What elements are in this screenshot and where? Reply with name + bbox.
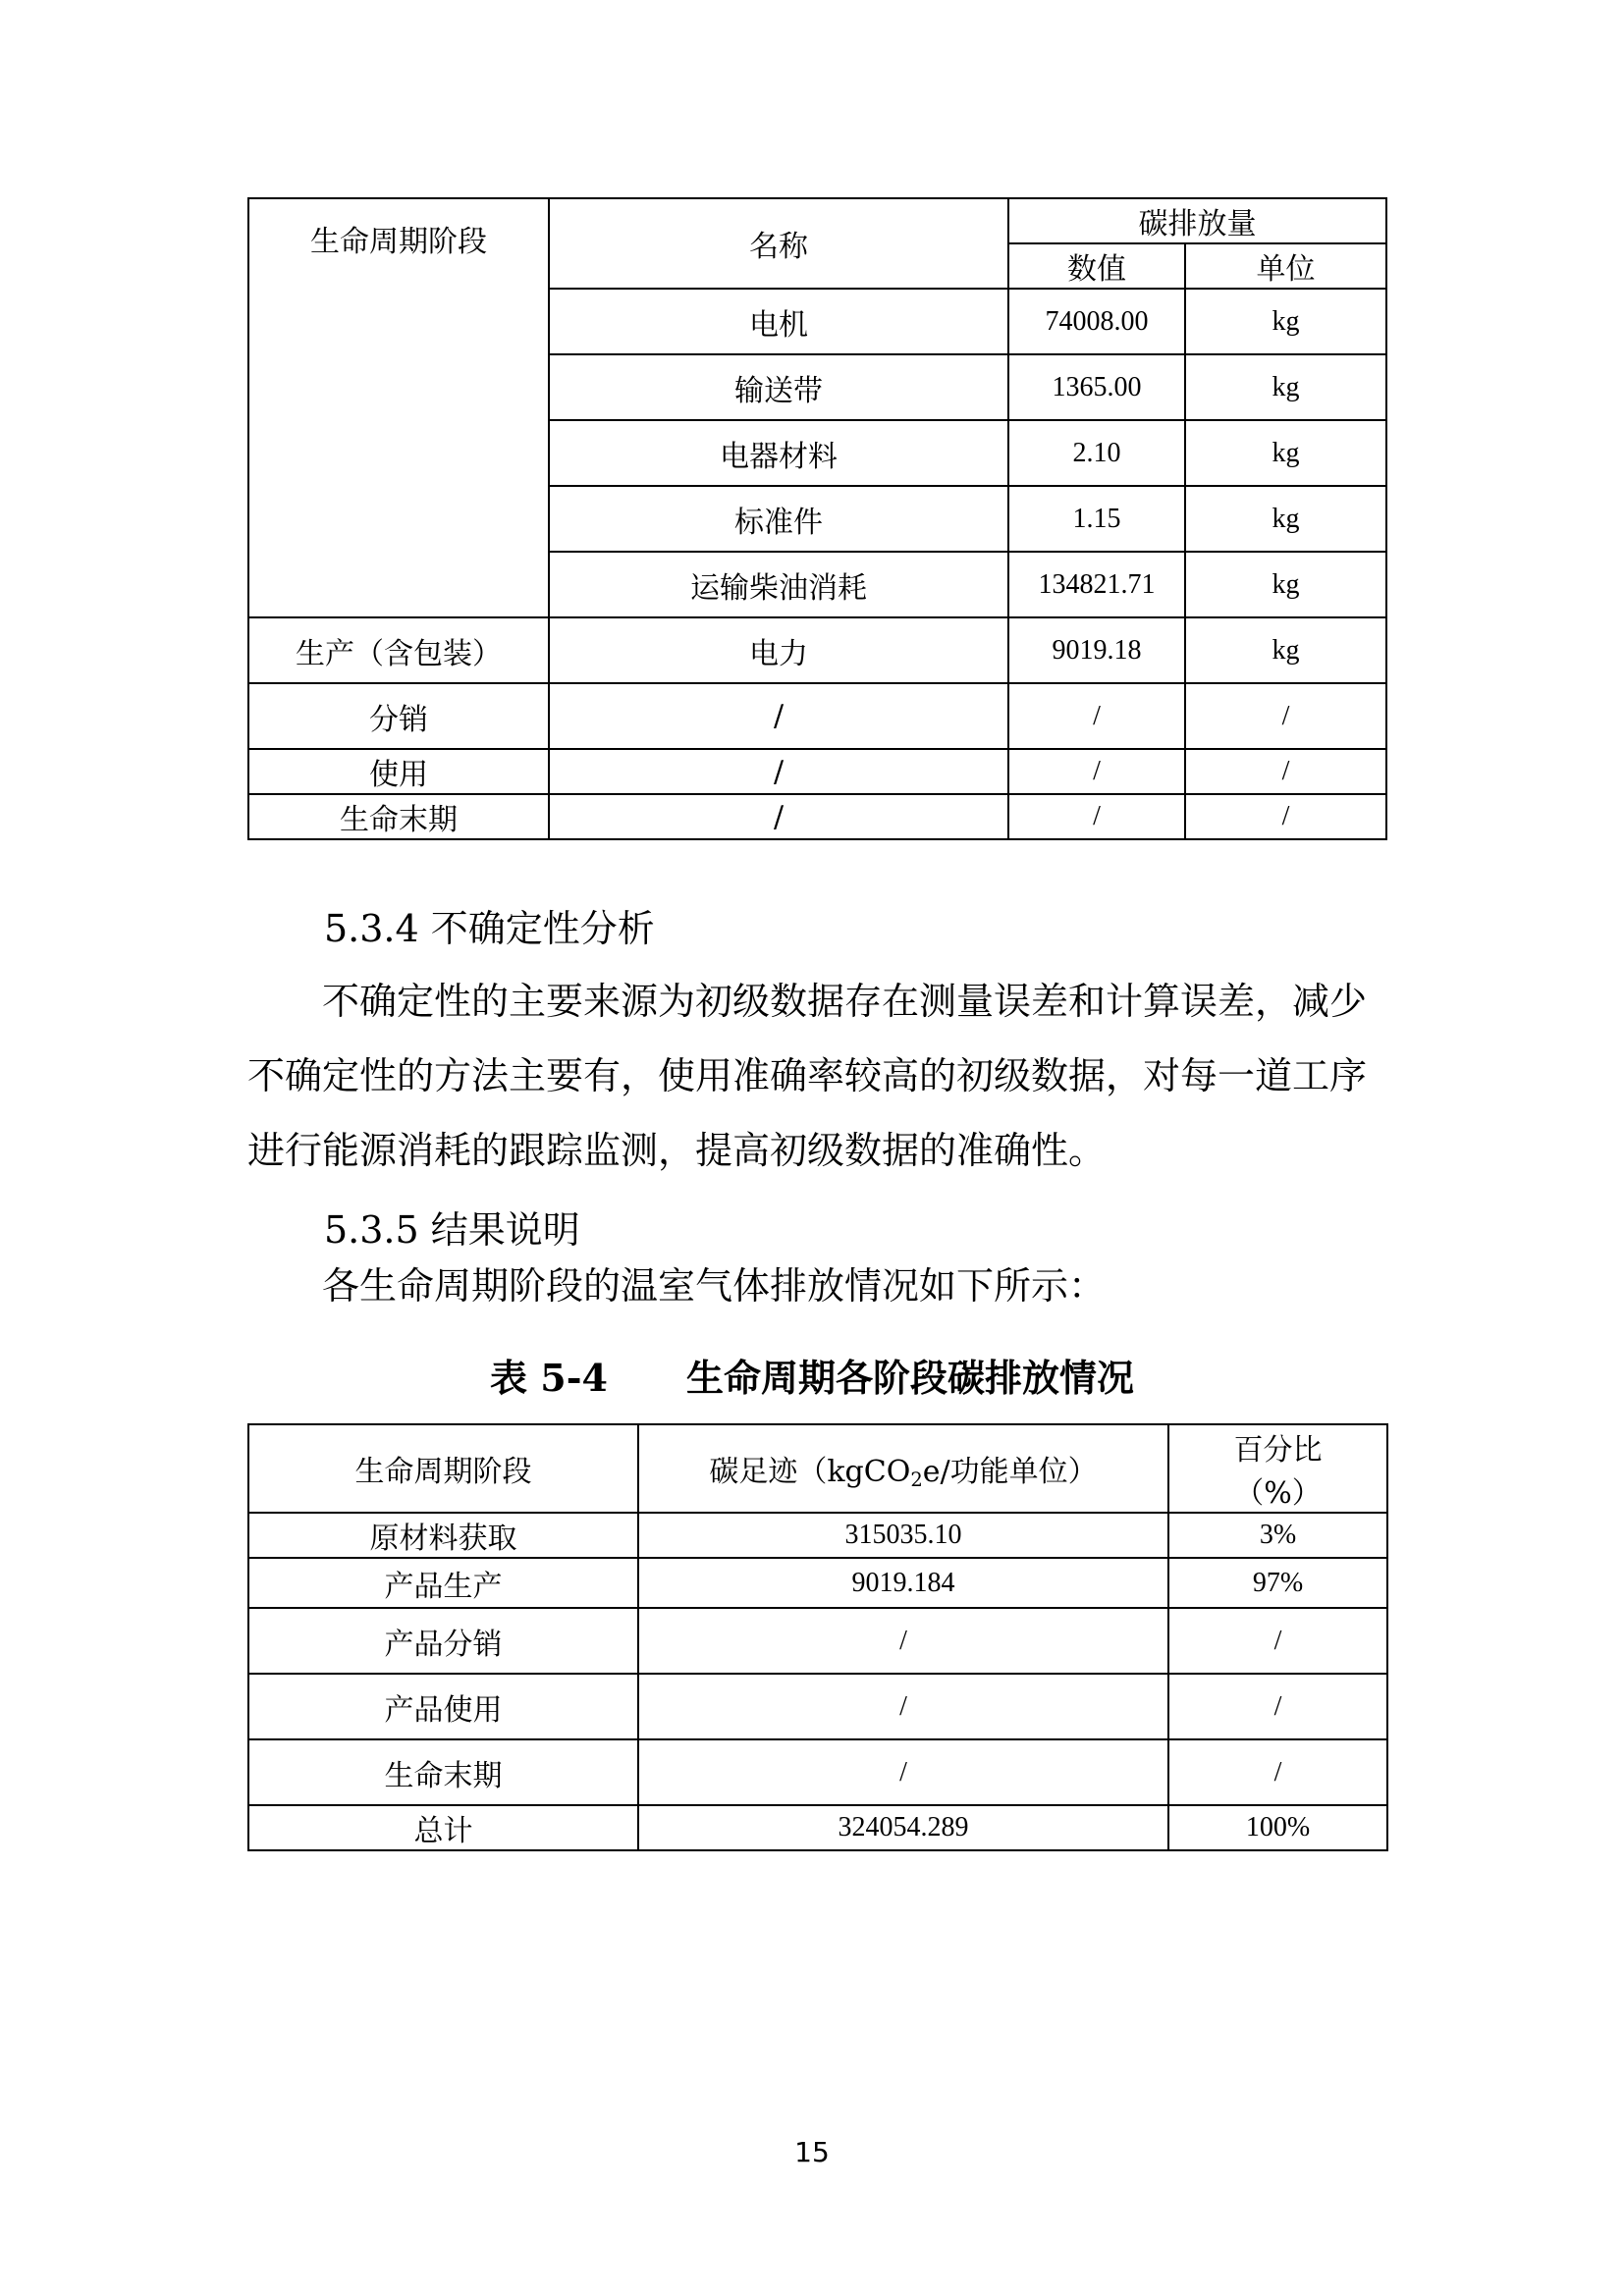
- row-stage: 原材料获取: [248, 1513, 638, 1558]
- row-stage: 总计: [248, 1805, 638, 1850]
- header-footprint: [638, 1424, 1168, 1513]
- row-stage: 生命末期: [248, 794, 549, 839]
- footprint-prefix: 碳足迹（kgCO: [709, 1454, 911, 1489]
- table-row: [248, 1674, 1387, 1739]
- row-value: /: [1008, 749, 1185, 794]
- table-caption-number: 表 5-4: [490, 1356, 608, 1400]
- row-name: /: [549, 749, 1008, 794]
- emission-detail-table: [247, 197, 1387, 840]
- header-stage-cell: [248, 198, 549, 617]
- section-paragraph: 各生命周期阶段的温室气体排放情况如下所示：: [322, 1264, 1107, 1308]
- row-value: 9019.18: [1008, 617, 1185, 683]
- percent-line2: （%）: [1234, 1476, 1322, 1511]
- page-number: 15: [794, 2136, 830, 2168]
- row-footprint: 315035.10: [638, 1513, 1168, 1558]
- row-value: /: [1008, 794, 1185, 839]
- row-footprint: /: [638, 1739, 1168, 1805]
- row-unit: kg: [1185, 354, 1386, 420]
- row-unit: /: [1185, 794, 1386, 839]
- table-header-row: [248, 198, 1386, 243]
- row-percent: /: [1168, 1739, 1387, 1805]
- row-name: 电器材料: [549, 420, 1008, 486]
- section-heading: 5.3.5 结果说明: [324, 1208, 580, 1252]
- table-row: [248, 683, 1386, 749]
- row-percent: 100%: [1168, 1805, 1387, 1850]
- row-value: 1.15: [1008, 486, 1185, 552]
- row-unit: kg: [1185, 289, 1386, 354]
- table-row: [248, 794, 1386, 839]
- row-percent: /: [1168, 1608, 1387, 1674]
- row-stage: 使用: [248, 749, 549, 794]
- row-name: 运输柴油消耗: [549, 552, 1008, 617]
- row-unit: /: [1185, 749, 1386, 794]
- row-name: /: [549, 683, 1008, 749]
- table-row: [248, 1608, 1387, 1674]
- row-unit: kg: [1185, 552, 1386, 617]
- percent-line1: 百分比: [1233, 1433, 1323, 1468]
- row-value: 1365.00: [1008, 354, 1185, 420]
- table-row: [248, 1558, 1387, 1608]
- row-footprint: 9019.184: [638, 1558, 1168, 1608]
- row-unit: /: [1185, 683, 1386, 749]
- row-unit: kg: [1185, 420, 1386, 486]
- row-unit: kg: [1185, 617, 1386, 683]
- row-stage: 生命末期: [248, 1739, 638, 1805]
- section-paragraph: 不确定性的主要来源为初级数据存在测量误差和计算误差，减少不确定性的方法主要有，使用准确率较高的初级数据，对每一道工序进行能源消耗的跟踪监测，提高初级数据的准确性。: [247, 980, 1368, 1172]
- row-stage: 分销: [248, 683, 549, 749]
- footprint-subscript: 2: [910, 1468, 923, 1491]
- header-name: 名称: [549, 198, 1008, 289]
- row-value: 2.10: [1008, 420, 1185, 486]
- row-name: 输送带: [549, 354, 1008, 420]
- row-name: 电力: [549, 617, 1008, 683]
- header-value: 数值: [1008, 243, 1185, 289]
- header-unit: 单位: [1185, 243, 1386, 289]
- row-stage: 产品生产: [248, 1558, 638, 1608]
- table-row: [248, 749, 1386, 794]
- row-value: 74008.00: [1008, 289, 1185, 354]
- table-caption: [0, 1348, 1624, 1402]
- header-percent: [1168, 1424, 1387, 1513]
- row-footprint: /: [638, 1674, 1168, 1739]
- section-heading: 5.3.4 不确定性分析: [324, 907, 655, 950]
- lifecycle-summary-table: [247, 1423, 1388, 1851]
- row-name: /: [549, 794, 1008, 839]
- table-row: [248, 1513, 1387, 1558]
- header-stage: 生命周期阶段: [248, 1424, 638, 1513]
- row-name: 标准件: [549, 486, 1008, 552]
- table-caption-title: 生命周期各阶段碳排放情况: [685, 1356, 1134, 1400]
- row-unit: kg: [1185, 486, 1386, 552]
- row-percent: 97%: [1168, 1558, 1387, 1608]
- header-emission: 碳排放量: [1008, 198, 1386, 243]
- row-percent: /: [1168, 1674, 1387, 1739]
- table-row: [248, 1739, 1387, 1805]
- row-footprint: 324054.289: [638, 1805, 1168, 1850]
- row-value: /: [1008, 683, 1185, 749]
- row-percent: 3%: [1168, 1513, 1387, 1558]
- row-stage: 生产（含包装）: [248, 617, 549, 683]
- table-row: [248, 1805, 1387, 1850]
- row-stage: 产品使用: [248, 1674, 638, 1739]
- table-row: [248, 617, 1386, 683]
- row-value: 134821.71: [1008, 552, 1185, 617]
- row-footprint: /: [638, 1608, 1168, 1674]
- footprint-suffix: e/功能单位）: [922, 1454, 1098, 1489]
- row-stage: 产品分销: [248, 1608, 638, 1674]
- header-stage: 生命周期阶段: [310, 225, 487, 259]
- table-header-row: [248, 1424, 1387, 1513]
- row-name: 电机: [549, 289, 1008, 354]
